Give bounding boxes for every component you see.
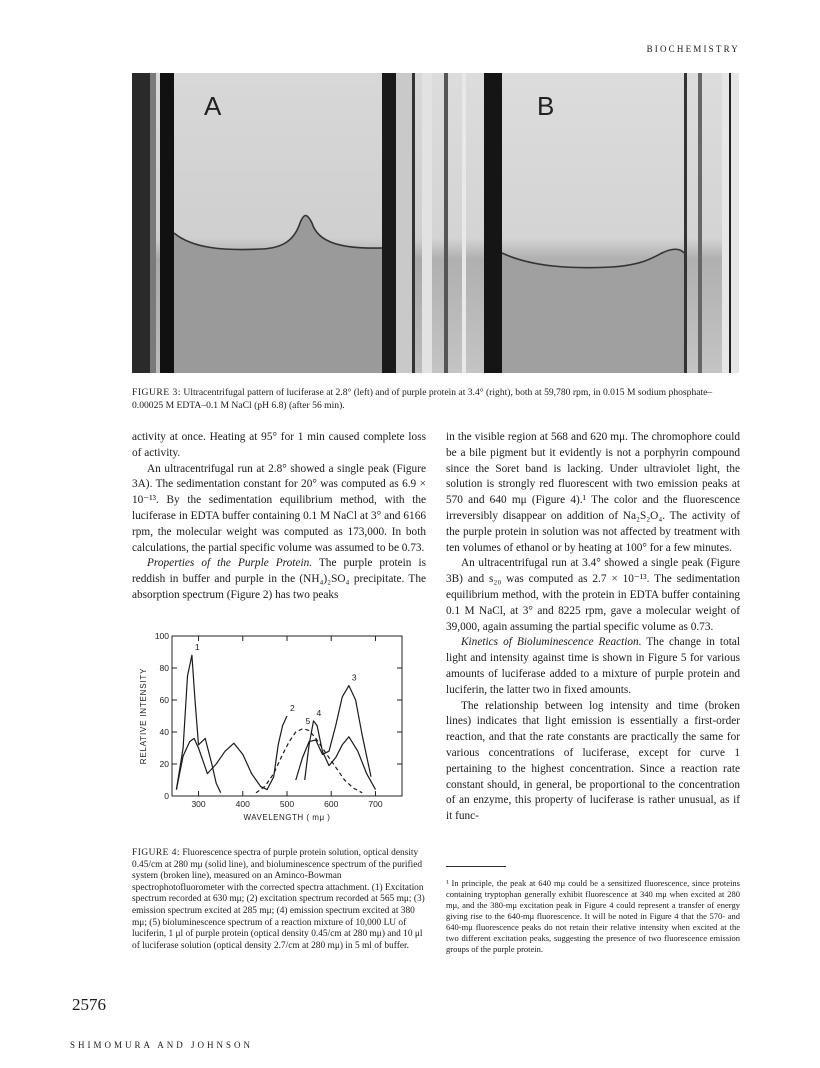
series-3-label: 3: [351, 672, 357, 683]
figure-3-caption: [132, 386, 739, 412]
series-2-line: [176, 716, 287, 790]
y-tick-label: 20: [159, 759, 169, 769]
figure-4-caption: [132, 848, 426, 952]
right-paragraph-1: in the visible region at 568 and 620 mμ. The chromophore could be a bile pigment but it evidently is not a porphyrin compound since the Soret band is lacking. Under ultraviolet light, the solution is strongly red fluorescent with two emission peaks at 570 and 640 mμ (Figure 4).¹ The color and the fluorescence irreversibly disappear on addition of Na₂S₂O₄. The activity of the purple protein in solution was not affected by treatment with ten volumes of ethanol or by heating at 100° for a few minutes.: [446, 431, 740, 554]
series-1-line: [176, 655, 220, 793]
x-tick-label: 400: [235, 799, 250, 809]
figure-4-chart: [132, 624, 426, 834]
x-tick-label: 700: [368, 799, 383, 809]
left-paragraph-3: Properties of the Purple Protein. The purple protein is reddish in buffer and purple in the (NH₄)₂SO₄ precipitate. The absorption spectrum (Figure 2) has two peaks: [132, 557, 426, 601]
journal-header: BIOCHEMISTRY: [646, 44, 740, 54]
series-5-label: 5: [305, 715, 311, 726]
left-paragraph-1: activity at once. Heating at 95° for 1 min caused complete loss of activity.: [132, 431, 426, 459]
section-heading-kinetics: Kinetics of Bioluminescence Reaction.: [461, 636, 642, 649]
series-1-label: 1: [194, 642, 200, 653]
y-tick-label: 100: [154, 631, 169, 641]
figure-4-caption-text: Fluorescence spectra of purple protein solution, optical density 0.45/cm at 280 mμ (solid line), and bioluminescence spectrum of the purified system (broken line), measured on an Aminco-Bowman spectrophotofluorometer with the corrected spectra attachment. (1) Excitation spectrum recorded at 630 mμ; (2) excitation spectrum recorded at 565 mμ; (3) emission spectrum excited at 285 mμ; (4) emission spectrum excited at 380 mμ; (5) bioluminescence spectrum of a reaction mixture of 10,000 LU of luciferin, 1 μl of purple protein (optical density 0.45/cm at 280 mμ) and 10 μl of luciferase solution (optical density 2.7/cm at 280 mμ) in 5 ml of buffer.: [132, 848, 425, 951]
left-paragraph-2: An ultracentrifugal run at 2.8° showed a single peak (Figure 3A). The sedimentation constant for 20° was computed as 6.9 × 10⁻¹³. By the sedimentation equilibrium method, with the luciferase in EDTA buffer containing 0.1 M NaCl at 3° and 6166 rpm, the molecular weight was computed as 173,000. In both calculations, the partial specific volume was assumed to be 0.73.: [132, 462, 426, 554]
x-tick-label: 600: [324, 799, 339, 809]
x-tick-label: 300: [191, 799, 206, 809]
series-5-line: [256, 729, 362, 793]
right-paragraph-2: An ultracentrifugal run at 3.4° showed a single peak (Figure 3B) and s₂₀ was computed as 2.7 × 10⁻¹³. The sedimentation equilibrium method, with the protein in EDTA buffer containing 0.1 M NaCl, at 3° and 8225 rpm, gave a molecular weight of 39,000, again assuming the partial specific volume as 0.73.: [446, 557, 740, 633]
footnote: ¹ In principle, the peak at 640 mμ could be a sensitized fluorescence, since proteins containing tryptophan generally exhibit fluorescence at 340 mμ when excited at 280 mμ, and the 380-mμ excitation peak in Figure 4 could represent a transfer of energy giving rise to the 640-mμ fluorescence. It will be noted in Figure 4 that the 570- and 640-mμ fluorescence peaks do not retain their relative intensity when excited at the two different excitation peaks, suggesting the presence of two fluorescence emission groups of the purple protein.: [446, 878, 740, 954]
y-tick-label: 40: [159, 727, 169, 737]
y-tick-label: 80: [159, 663, 169, 673]
figure-4-caption-label: FIGURE 4:: [132, 848, 180, 858]
x-tick-label: 500: [279, 799, 295, 809]
y-tick-label: 60: [159, 695, 169, 705]
right-column: [446, 430, 740, 825]
left-column: [132, 430, 426, 604]
figure-3-photo: [132, 73, 739, 373]
series-3-line: [296, 686, 371, 780]
footnote-rule: [446, 866, 506, 867]
right-paragraph-3: Kinetics of Bioluminescence Reaction. The change in total light and intensity against time is shown in Figure 5 for various amounts of luciferase added to a mixture of purple protein and luciferin, the latter two in fixed amounts.: [446, 636, 741, 696]
page-number: 2576: [72, 995, 106, 1014]
figure-3-caption-text: Ultracentrifugal pattern of luciferase at 2.8° (left) and of purple protein at 3.4° (right), both at 59,780 rpm, in 0.015 M sodium phosphate–0.00025 M EDTA–0.1 M NaCl (pH 6.8) (after 56 min).: [132, 387, 713, 411]
section-heading-purple-protein: Properties of the Purple Protein.: [147, 557, 313, 570]
panel-a-label: A: [204, 91, 222, 121]
series-4-line: [305, 721, 376, 790]
series-2-label: 2: [290, 703, 295, 713]
y-axis-label: RELATIVE INTENSITY: [139, 667, 148, 765]
x-axis-label: WAVELENGTH ( mμ ): [243, 813, 331, 822]
panel-b-label: B: [537, 91, 555, 121]
right-paragraph-4: The relationship between log intensity and time (broken lines) indicates that light emission is essentially a first-order reaction, and that the rate constants are practically the same for various concentrations of luciferase, except for curve 1 pertaining to the highest concentration. Since a reaction rate constant should, in general, be proportional to the concentration of an enzyme, this property of luciferase is rather unusual, as if it func-: [446, 699, 740, 823]
figure-3-caption-label: FIGURE 3:: [132, 387, 182, 398]
y-tick-label: 0: [164, 791, 169, 801]
series-4-label: 4: [316, 707, 322, 718]
running-footer-authors: SHIMOMURA AND JOHNSON: [70, 1040, 254, 1050]
